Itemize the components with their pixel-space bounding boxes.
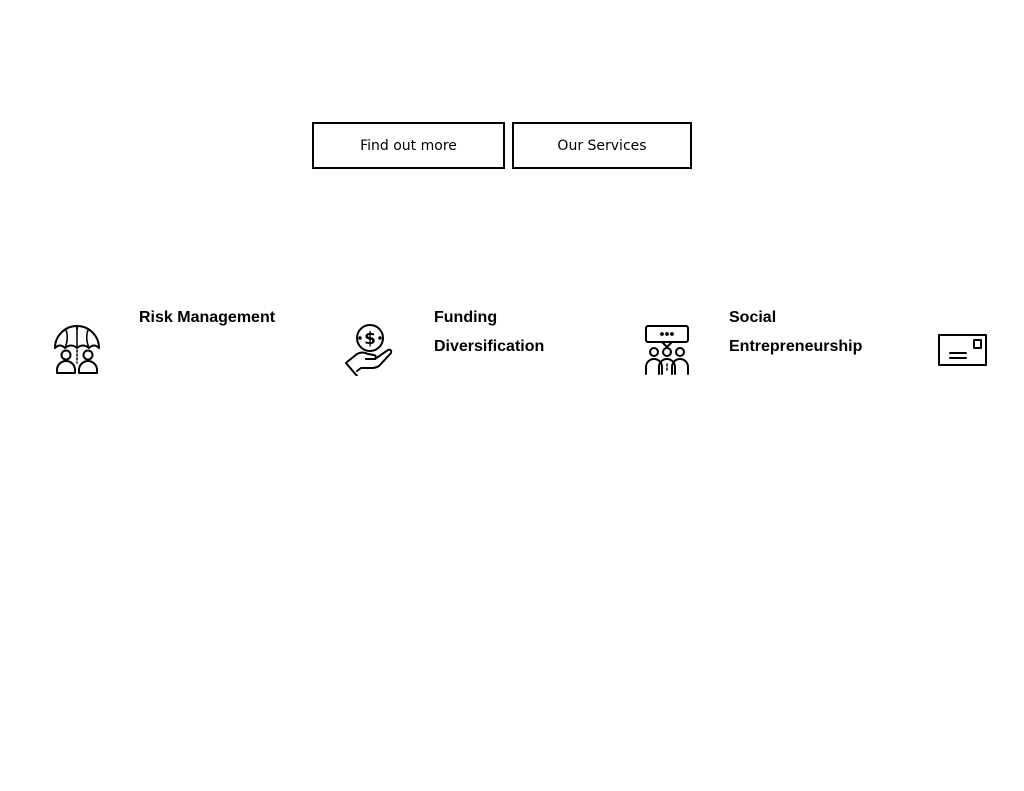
hero-cta-group (312, 122, 692, 169)
feature-label: Risk Management (139, 309, 276, 326)
feature-risk-management[interactable] (50, 300, 330, 390)
feature-social-entrepreneurship[interactable] (640, 300, 920, 390)
feature-funding-diversification[interactable] (344, 300, 624, 390)
svg-text:$: $ (364, 329, 376, 349)
find-out-more-button[interactable]: Find out more (312, 122, 505, 169)
card-icon (936, 324, 988, 376)
hand-coin-dollar-icon (344, 324, 394, 376)
our-services-button[interactable]: Our Services (512, 122, 692, 169)
feature-card[interactable] (934, 300, 994, 390)
community-chat-icon (642, 324, 692, 376)
umbrella-people-icon (52, 324, 102, 376)
feature-label: Funding Diversification (434, 309, 545, 355)
feature-label: Social Entrepreneurship (729, 309, 863, 355)
